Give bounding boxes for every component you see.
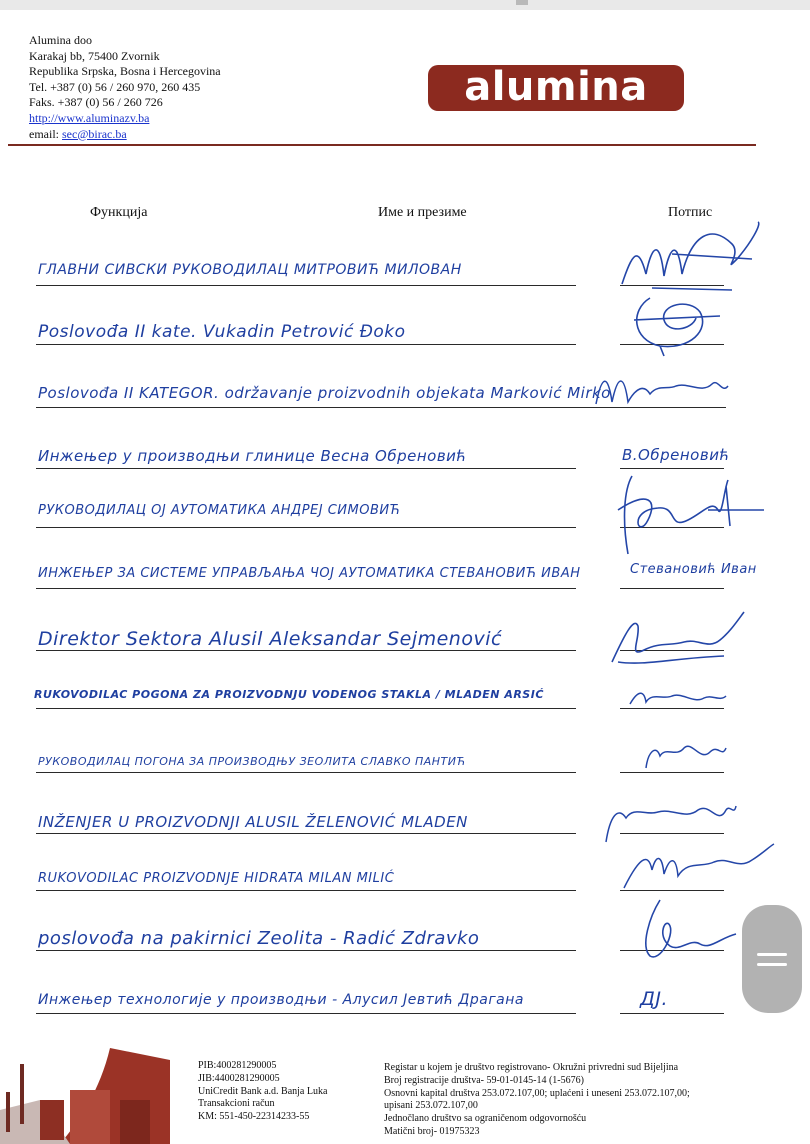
signature-row-11 [618,840,778,896]
company-address: Karakaj bb, 75400 Zvornik [29,48,160,63]
column-header-name: Име и презиме [378,205,467,220]
signature-row-5 [608,470,768,560]
column-header-function: Функција [90,205,148,220]
handwritten-row-5: РУКОВОДИЛАЦ ОЈ АУТОМАТИКА АНДРЕЈ СИМОВИЋ [38,503,401,518]
signature-line [620,468,724,469]
footer-bank-info [198,1060,327,1124]
row-line [36,344,576,345]
company-fax: Faks. +387 (0) 56 / 260 726 [29,95,163,110]
scroll-handle[interactable] [742,905,802,1013]
signature-row-4-text: В.Обреновић [622,446,730,464]
footer-capital-subscribed: upisani 253.072.107,00 [384,1100,478,1112]
signature-row-1 [612,214,768,294]
footer-bank: UniCredit Bank a.d. Banja Luka [198,1085,328,1097]
handwritten-row-12: poslovođa na pakirnici Zeolita - Radić Zdravko [38,928,480,949]
header-divider [8,144,756,146]
signature-row-12 [630,896,740,966]
row-line [36,588,576,589]
signature-row-3 [592,364,732,412]
footer-registration-id: Matični broj- 01975323 [384,1125,480,1137]
scroll-handle-grip-top [757,953,787,956]
viewer-top-bar [0,0,810,10]
handwritten-row-7: Direktor Sektora Alusil Aleksandar Sejmenović [38,628,502,650]
signature-row-6-text: Стевановић Иван [630,562,757,577]
email-label: email: [29,126,59,141]
signature-row-9 [640,738,730,774]
row-line [36,1013,576,1014]
column-header-signature: Потпис [668,205,713,220]
factory-illustration [0,1040,170,1144]
row-line [36,708,576,709]
signature-row-8 [624,684,734,714]
footer-registry-court: Registar u kojem je društvo registrovano- Okružni privredni sud Bijeljina [384,1062,679,1073]
row-line [36,950,576,951]
handwritten-row-6: ИНЖЕЊЕР ЗА СИСТЕМЕ УПРАВЉАЊА ЧОЈ АУТОМАТИКА СТЕВАНОВИЋ ИВАН [38,566,581,581]
row-line [36,650,576,651]
handwritten-row-10: INŽENJER U PROIZVODNJI ALUSIL ŽELENOVIĆ MLADEN [38,813,468,831]
handwritten-row-11: RUKOVODILAC PROIZVODNJE HIDRATA MILAN MILIĆ [38,871,395,886]
company-phone: Tel. +387 (0) 56 / 260 970, 260 435 [29,79,201,94]
row-line [36,833,576,834]
footer-account-number: KM: 551-450-22314233-55 [198,1111,310,1123]
row-line [36,890,576,891]
row-line [36,468,576,469]
alumina-logo [428,65,684,111]
footer-registry-number: Broj registracije društva- 59-01-0145-14 (1-5676) [384,1074,584,1086]
footer-jib: JIB:4400281290005 [198,1072,280,1084]
footer-company-type: Jednočlano društvo sa ograničenom odgovornošću [384,1113,587,1125]
signature-row-7 [604,606,754,670]
company-contact-block [29,33,221,142]
company-email-link[interactable]: sec@birac.ba [62,126,127,141]
company-name: Alumina doo [29,33,92,47]
row-line [36,285,576,286]
company-country: Republika Srpska, Bosna i Hercegovina [29,64,221,79]
handwritten-row-1: ГЛАВНИ СИВСКИ РУКОВОДИЛАЦ МИТРОВИЋ МИЛОВАН [38,262,462,278]
signature-row-2 [620,290,730,360]
company-website-link[interactable]: http://www.aluminazv.ba [29,110,150,125]
logo-text: alumina [464,64,648,110]
row-line [36,527,576,528]
viewer-top-marker [516,0,528,5]
row-line [36,772,576,773]
footer-capital: Osnovni kapital društva 253.072.107,00; uplaćeni i uneseni 253.072.107,00; [384,1087,690,1099]
handwritten-row-9: РУКОВОДИЛАЦ ПОГОНА ЗА ПРОИЗВОДЊУ ЗЕОЛИТА СЛАВКО ПАНТИЋ [38,755,466,768]
scroll-handle-grip-bottom [757,963,787,966]
handwritten-row-2: Poslovođa II kate. Vukadin Petrović Đoko [38,322,406,342]
footer-account-label: Transakcioni račun [198,1098,275,1110]
signature-row-13-text: ДЈ. [640,988,668,1010]
signature-line [620,1013,724,1014]
handwritten-row-13: Инжењер технологије у производњи - Алусил Јевтић Драгана [38,992,524,1008]
handwritten-row-8: RUKOVODILAC POGONA ZA PROIZVODNJU VODENOG STAKLA / MLADEN ARSIĆ [34,688,544,701]
handwritten-row-3: Poslovođa II KATEGOR. održavanje proizvodnih objekata Marković Mirko [38,384,611,402]
handwritten-row-4: Инжењер у производњи глинице Весна Обреновић [38,447,467,465]
footer-pib: PIB:400281290005 [198,1060,277,1071]
signature-line [620,588,724,589]
footer-registry-info [384,1062,690,1139]
